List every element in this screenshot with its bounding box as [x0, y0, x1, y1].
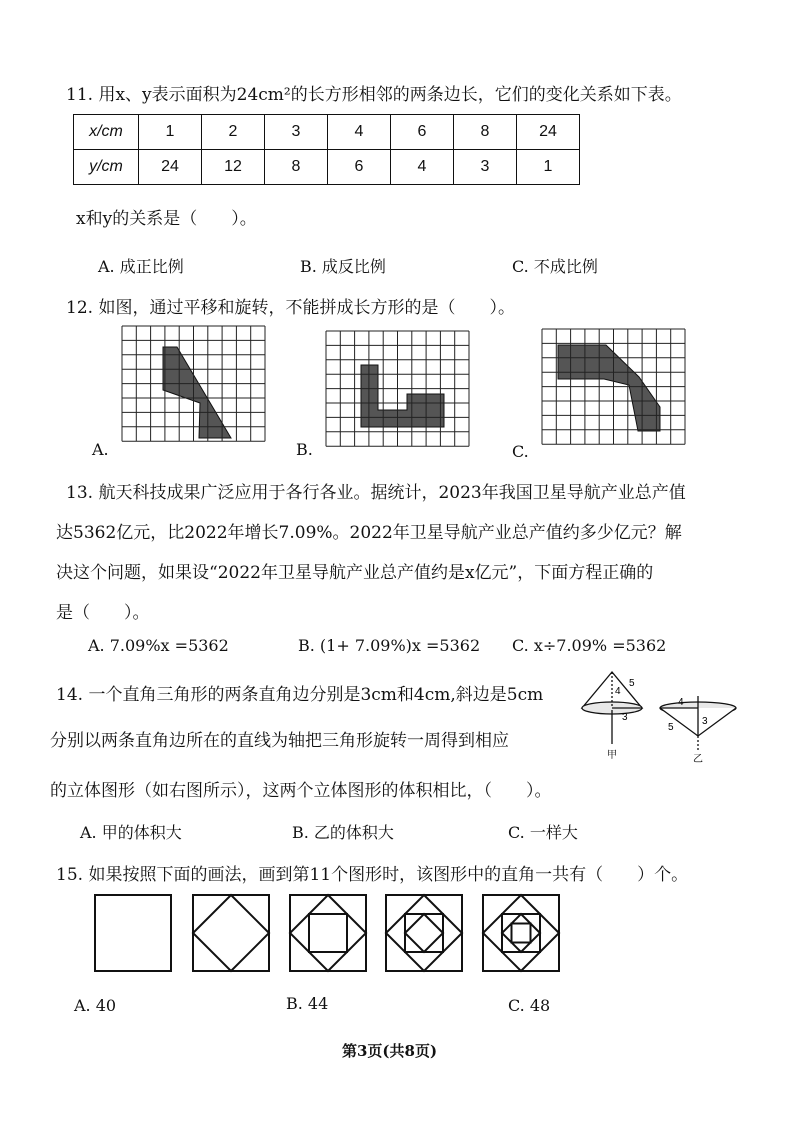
q15-option-c[interactable]: C. 48	[508, 996, 551, 1015]
cone-jia-label: 甲	[607, 750, 617, 761]
table-row	[74, 115, 580, 150]
q14-line1: 14. 一个直角三角形的两条直角边分别是3cm和4cm,斜边是5cm	[56, 685, 544, 705]
table-cell: 6	[328, 150, 391, 185]
q15-pattern-3	[289, 894, 367, 972]
cone-jia-num-5: 5	[629, 678, 635, 689]
q14-line2: 分别以两条直角边所在的直线为轴把三角形旋转一周得到相应	[50, 731, 509, 751]
q12-grid-c	[540, 327, 690, 453]
table-cell: 24	[517, 115, 580, 150]
table-cell: 8	[454, 115, 517, 150]
table-cell: 3	[454, 150, 517, 185]
q12-stem: 12. 如图，通过平移和旋转，不能拼成长方形的是（ ）。	[66, 298, 515, 318]
q14-option-a[interactable]: A. 甲的体积大	[80, 823, 182, 842]
q11-question: x和y的关系是（ ）。	[76, 209, 257, 229]
q13-line3: 决这个问题，如果设“2022年卫星导航产业总产值约是x亿元”，下面方程正确的	[56, 563, 654, 583]
table-header-y: y/cm	[74, 150, 139, 185]
q11-option-b[interactable]: B. 成反比例	[300, 257, 386, 276]
q14-cone-figure	[576, 666, 760, 770]
q14-line3: 的立体图形（如右图所示），这两个立体图形的体积相比，（ ）。	[50, 781, 552, 801]
q14-option-b[interactable]: B. 乙的体积大	[292, 823, 394, 842]
q15-stem: 15. 如果按照下面的画法，画到第11个图形时，该图形中的直角一共有（ ）个。	[56, 865, 689, 885]
table-header-x: x/cm	[74, 115, 139, 150]
table-cell: 4	[391, 150, 454, 185]
q15-pattern-1	[94, 894, 172, 972]
q13-line4: 是（ ）。	[56, 603, 150, 623]
q12-label-b[interactable]: B.	[296, 440, 313, 459]
xy-table	[73, 114, 580, 185]
table-cell: 8	[265, 150, 328, 185]
table-row	[74, 150, 580, 185]
table-cell: 2	[202, 115, 265, 150]
table-cell: 3	[265, 115, 328, 150]
cone-yi-num-5: 5	[668, 722, 674, 733]
table-cell: 1	[517, 150, 580, 185]
q13-option-a[interactable]: A. 7.09%x =5362	[88, 636, 229, 655]
q12-label-c[interactable]: C.	[512, 442, 529, 461]
q15-option-b[interactable]: B. 44	[286, 994, 329, 1013]
q11-stem: 11. 用x、y表示面积为24cm²的长方形相邻的两条边长，它们的变化关系如下表。	[66, 85, 682, 105]
cone-jia-num-4: 4	[615, 686, 621, 697]
cone-jia-num-3: 3	[622, 712, 628, 723]
q12-grid-b	[324, 329, 474, 455]
q15-option-a[interactable]: A. 40	[74, 996, 117, 1015]
table-cell: 24	[139, 150, 202, 185]
q12-label-a[interactable]: A.	[92, 440, 109, 459]
q13-option-b[interactable]: B. (1+ 7.09%)x =5362	[298, 636, 481, 655]
q15-pattern-5	[482, 894, 560, 972]
q11-option-a[interactable]: A. 成正比例	[98, 257, 184, 276]
q12-grid-a	[120, 324, 270, 450]
cone-yi-num-3: 3	[702, 716, 708, 727]
q13-line1: 13. 航天科技成果广泛应用于各行各业。据统计，2023年我国卫星导航产业总产值	[66, 483, 686, 503]
table-cell: 4	[328, 115, 391, 150]
table-cell: 1	[139, 115, 202, 150]
table-cell: 6	[391, 115, 454, 150]
cone-yi-label: 乙	[693, 754, 703, 765]
cone-yi-num-4: 4	[678, 697, 684, 708]
page-footer: 第3页(共8页)	[342, 1042, 438, 1060]
q15-pattern-2	[192, 894, 270, 972]
q11-option-c[interactable]: C. 不成比例	[512, 257, 598, 276]
table-cell: 12	[202, 150, 265, 185]
q13-option-c[interactable]: C. x÷7.09% =5362	[512, 636, 667, 655]
q15-pattern-4	[385, 894, 463, 972]
q14-option-c[interactable]: C. 一样大	[508, 823, 578, 842]
q13-line2: 达5362亿元，比2022年增长7.09%。2022年卫星导航产业总产值约多少亿元？解	[56, 523, 682, 543]
